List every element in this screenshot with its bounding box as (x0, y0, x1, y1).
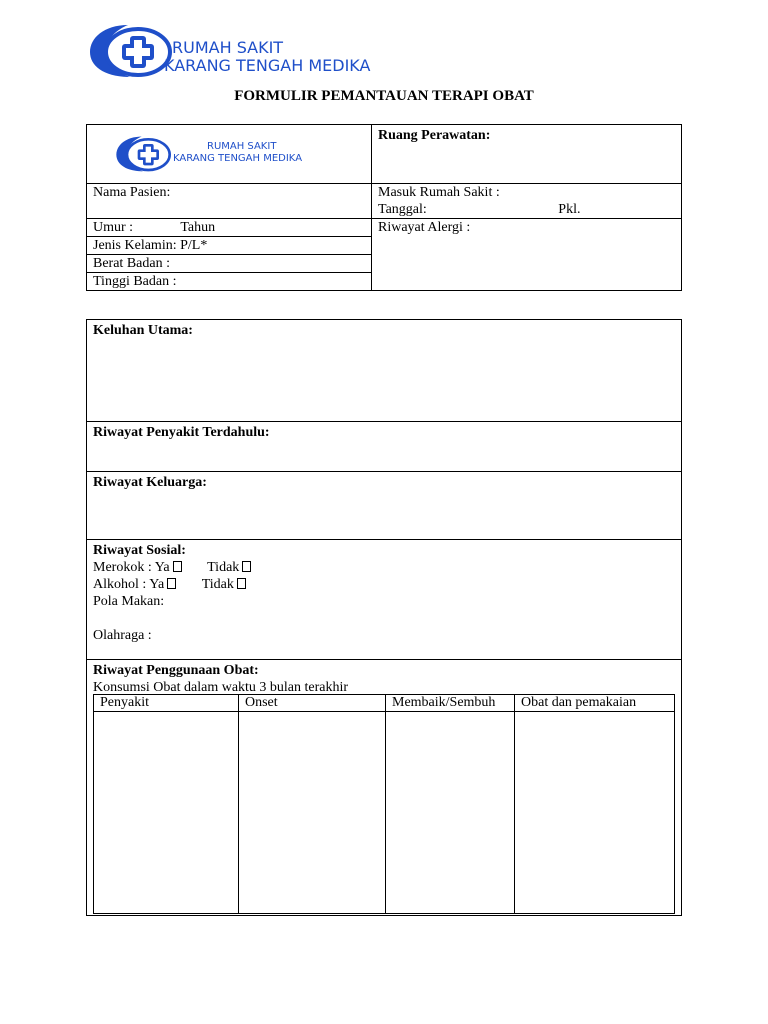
tahun-label: Tahun (180, 220, 216, 235)
col-onset: Onset (239, 695, 386, 712)
medication-table (93, 694, 675, 914)
cell-membaik[interactable] (386, 712, 515, 914)
merokok-label: Merokok : Ya (93, 560, 170, 575)
cell-obat[interactable] (515, 712, 675, 914)
merokok-tidak-checkbox[interactable] (242, 561, 251, 572)
patient-info-table (86, 124, 682, 291)
clinical-history-box (86, 319, 682, 916)
alkohol-tidak-label: Tidak (201, 577, 234, 592)
riwayat-keluarga-label: Riwayat Keluarga: (93, 475, 207, 490)
keluhan-utama-label: Keluhan Utama: (93, 323, 193, 338)
hospital-logo (88, 24, 388, 78)
riwayat-alergi-label: Riwayat Alergi : (372, 219, 682, 291)
riwayat-penyakit-label: Riwayat Penyakit Terdahulu: (93, 425, 270, 440)
riwayat-keluarga-section (87, 472, 681, 540)
hospital-name-line2: KARANG TENGAH MEDIKA (164, 56, 371, 75)
merokok-ya-checkbox[interactable] (173, 561, 182, 572)
riwayat-sosial-section (87, 540, 681, 660)
jenis-kelamin-label: Jenis Kelamin: P/L* (87, 237, 372, 255)
logo-cell (87, 125, 372, 184)
konsumsi-label: Konsumsi Obat dalam waktu 3 bulan terakhir (93, 680, 349, 695)
alkohol-label: Alkohol : Ya (93, 577, 165, 592)
tanggal-label: Tanggal: (378, 202, 427, 217)
alkohol-row (93, 576, 675, 593)
riwayat-sosial-label: Riwayat Sosial: (93, 543, 186, 558)
cross-logo-icon (88, 24, 172, 78)
pkl-label: Pkl. (558, 202, 581, 217)
merokok-tidak-label: Tidak (207, 560, 240, 575)
olahraga-label: Olahraga : (93, 628, 152, 643)
logo-small-line1: RUMAH SAKIT (207, 141, 277, 152)
form-title: FORMULIR PEMANTAUAN TERAPI OBAT (234, 88, 534, 104)
alkohol-tidak-checkbox[interactable] (237, 578, 246, 589)
tinggi-badan-label: Tinggi Badan : (87, 273, 372, 291)
logo-small-line2: KARANG TENGAH MEDIKA (173, 153, 303, 164)
masuk-rs-label: Masuk Rumah Sakit : (378, 185, 500, 200)
nama-pasien-label: Nama Pasien: (87, 184, 372, 219)
tanggal-row (378, 201, 675, 218)
alkohol-ya-checkbox[interactable] (167, 578, 176, 589)
col-obat: Obat dan pemakaian (515, 695, 675, 712)
keluhan-utama-section (87, 320, 681, 422)
admission-cell (372, 184, 682, 219)
riwayat-penyakit-section (87, 422, 681, 472)
col-penyakit: Penyakit (94, 695, 239, 712)
berat-badan-label: Berat Badan : (87, 255, 372, 273)
cell-onset[interactable] (239, 712, 386, 914)
cell-penyakit[interactable] (94, 712, 239, 914)
umur-cell (87, 219, 372, 237)
umur-label: Umur : (93, 220, 134, 235)
col-membaik: Membaik/Sembuh (386, 695, 515, 712)
merokok-row (93, 559, 675, 576)
cross-logo-small-icon (115, 135, 171, 173)
ruang-perawatan-label: Ruang Perawatan: (372, 125, 682, 184)
riwayat-obat-label: Riwayat Penggunaan Obat: (93, 663, 259, 678)
pola-makan-label: Pola Makan: (93, 594, 165, 609)
hospital-name-line1: RUMAH SAKIT (172, 38, 284, 57)
riwayat-obat-section (87, 660, 681, 917)
